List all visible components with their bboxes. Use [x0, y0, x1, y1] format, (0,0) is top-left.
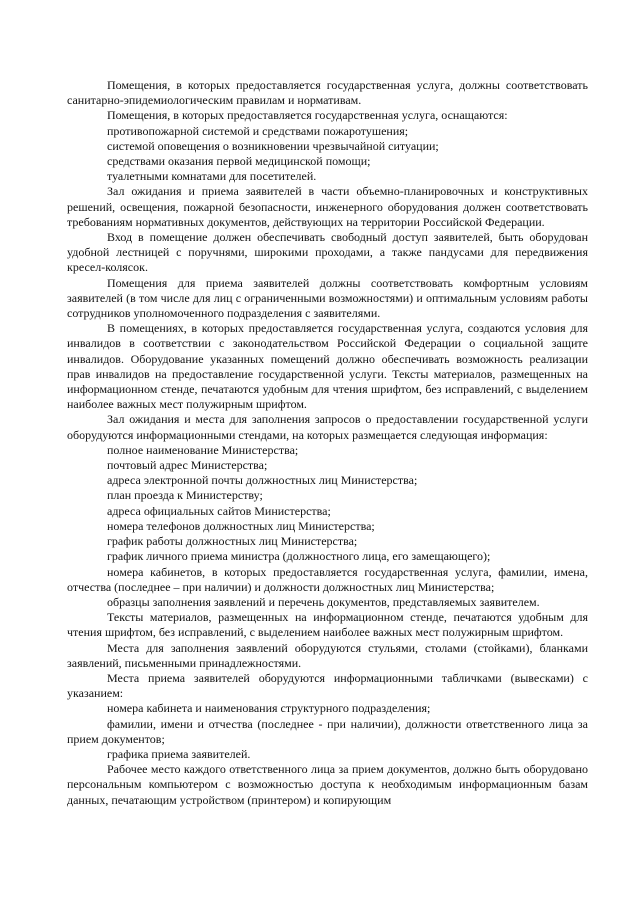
list-item: графика приема заявителей.	[107, 746, 251, 761]
list-item: план проезда к Министерству;	[107, 488, 263, 503]
paragraph: Зал ожидания и приема заявителей в части объемно-планировочных и конструктивных решений, освещения, пожарной безопасности, инженерного оборудования должен соответствовать требованиям нормативных документов, действующих на территории Российской Федерации.	[67, 184, 588, 229]
paragraph: Вход в помещение должен обеспечивать свободный доступ заявителей, быть оборудован удобной лестницей с поручнями, широкими проходами, а также пандусами для передвижения кресел-колясок.	[67, 230, 588, 275]
paragraph: Зал ожидания и места для заполнения запросов о предоставлении государственной услуги оборудуются информационными стендами, на которых размещается следующая информация:	[67, 412, 588, 442]
list-item: средствами оказания первой медицинской помощи;	[107, 154, 371, 169]
paragraph: Тексты материалов, размещенных на информационном стенде, печатаются удобным для чтения шрифтом, без исправлений, с выделением наиболее важных мест полужирным шрифтом.	[67, 610, 588, 640]
paragraph: Рабочее место каждого ответственного лица за прием документов, должно быть оборудовано персональным компьютером с возможностью доступа к необходимым информационным базам данных, печатающим устройством (принтером) и копирующим	[67, 762, 588, 807]
list-item: график работы должностных лиц Министерства;	[107, 534, 358, 549]
list-item: образцы заполнения заявлений и перечень документов, представляемых заявителем.	[107, 594, 540, 609]
list-item: фамилии, имени и отчества (последнее - при наличии), должности ответственного лица за прием документов;	[67, 716, 588, 746]
paragraph: Помещения для приема заявителей должны соответствовать комфортным условиям заявителей (в том числе для лиц с ограниченными возможностями) и оптимальным условиям работы сотрудников уполномоченного подразделения с заявителями.	[67, 275, 588, 321]
paragraph: Помещения, в которых предоставляется государственная услуга, оснащаются:	[107, 108, 508, 123]
paragraph: Места для заполнения заявлений оборудуются стульями, столами (стойками), бланками заявлений, письменными принадлежностями.	[67, 640, 588, 670]
list-item: почтовый адрес Министерства;	[107, 458, 268, 473]
list-item: адреса электронной почты должностных лиц Министерства;	[107, 473, 418, 488]
paragraph: В помещениях, в которых предоставляется государственная услуга, создаются условия для инвалидов в соответствии с законодательством Российской Федерации о социальной защите инвалидов. Оборудование указанных помещений должно обеспечивать возможность реализации прав инвалидов на предоставление государственной услуги. Тексты материалов, размещенных на информационном стенде, печатаются удобным для чтения шрифтом, без исправлений, с выделением наиболее важных мест полужирным шрифтом.	[67, 321, 588, 412]
list-item: график личного приема министра (должностного лица, его замещающего);	[107, 549, 491, 564]
list-item: противопожарной системой и средствами пожаротушения;	[107, 123, 409, 138]
paragraph: Помещения, в которых предоставляется государственная услуга, должны соответствовать санитарно-эпидемиологическим правилам и нормативам.	[67, 78, 588, 108]
list-item: туалетными комнатами для посетителей.	[107, 169, 317, 184]
list-item: номера телефонов должностных лиц Министерства;	[107, 518, 375, 533]
list-item: номера кабинетов, в которых предоставляется государственная услуга, фамилии, имена, отчества (последнее – при наличии) и должности должностных лиц Министерства;	[67, 564, 588, 594]
list-item: адреса официальных сайтов Министерства;	[107, 503, 331, 518]
list-item: системой оповещения о возникновении чрезвычайной ситуации;	[107, 138, 439, 153]
paragraph: Места приема заявителей оборудуются информационными табличками (вывесками) с указанием:	[67, 670, 588, 701]
document-page	[67, 78, 588, 808]
list-item: полное наименование Министерства;	[107, 442, 299, 457]
list-item: номера кабинета и наименования структурного подразделения;	[107, 701, 431, 716]
